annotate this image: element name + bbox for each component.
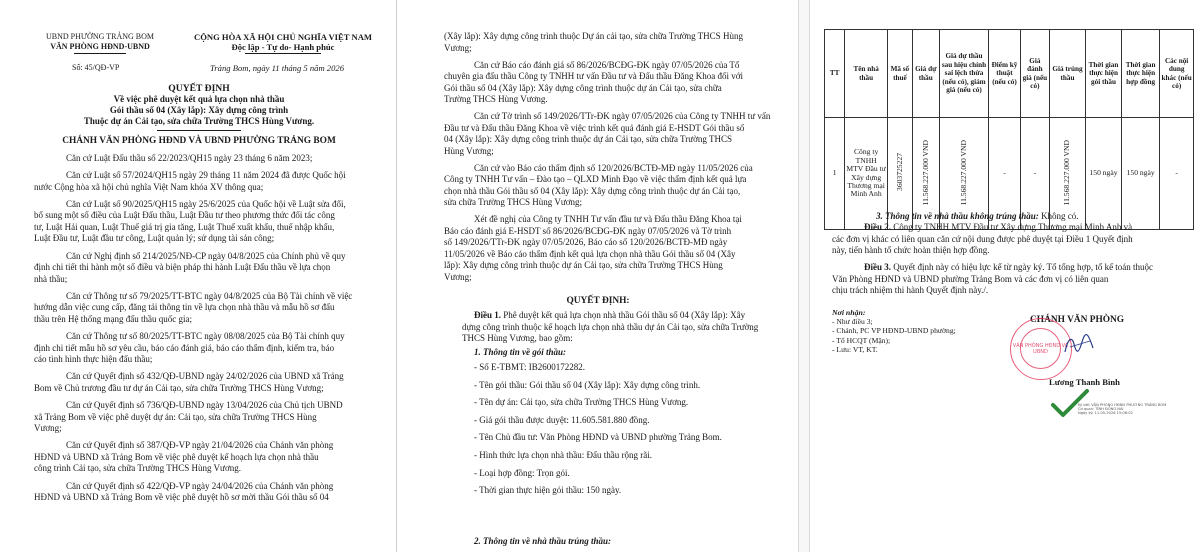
paragraph: Căn cứ Luật Đấu thầu số 22/2023/QH15 ngày 23 tháng 6 năm 2023; [66, 153, 313, 163]
motto-underline [245, 53, 321, 54]
list-item: - Tên gói thầu: Gói thầu số 04 (Xây lắp): Xây dựng công trình. [474, 379, 701, 390]
cell-evaluated-price: - [1020, 118, 1049, 230]
paragraph: (Xây lắp): Xây dựng công trình thuộc Dự án cải tạo, sửa chữa Trường THCS Hùng Vương; [444, 31, 743, 53]
decision-subject-1: Về việc phê duyệt kết quả lựa chọn nhà thầu [113, 94, 285, 104]
col-header: Mã số thuế [888, 30, 913, 118]
recipients-title: Nơi nhận: [832, 308, 866, 317]
list-item: - Thời gian thực hiện gói thầu: 150 ngày. [474, 485, 622, 496]
col-header: Giá dự thầu sau hiệu chỉnh sai lệch thừa (nếu có), giảm giá (nếu có) [939, 30, 989, 118]
title-underline [157, 130, 241, 131]
digital-signature-info: Ký bởi: VĂN PHÒNG HĐND PHƯỜNG TRẢNG BOM Cơ quan: TỈNH ĐỒNG NAI Ngày ký: 11-05-2026 15:06:02 [1078, 403, 1167, 416]
handwritten-signature [1062, 332, 1096, 358]
paragraph: Căn cứ Quyết định số 422/QĐ-VP ngày 24/04/2026 của Chánh văn phòng HĐND và UBND xã Trảng Bom về việc phê duyệt hồ sơ mời thầu Gói thầu số 04 [34, 480, 334, 503]
page-2 [398, 0, 798, 552]
page-divider [798, 0, 810, 552]
agency-line-2: VĂN PHÒNG HĐND-UBND [50, 42, 150, 51]
cell-other: - [1160, 118, 1194, 230]
list-item: - Loại hợp đồng: Trọn gói. [474, 467, 570, 478]
place-date: Trảng Bom, ngày 11 tháng 5 năm 2026 [210, 63, 344, 73]
decision-heading: QUYẾT ĐỊNH: [566, 296, 630, 306]
issuing-authority: CHÁNH VĂN PHÒNG HĐND VÀ UBND PHƯỜNG TRẢNG BOM [62, 136, 336, 146]
list-item: - Hình thức lựa chọn nhà thầu: Đấu thầu rộng rãi. [474, 450, 652, 460]
article-3-label: Điều 3. [864, 262, 891, 272]
col-header: Giá đánh giá (nếu có) [1020, 30, 1049, 118]
paragraph: Căn cứ Nghị định số 214/2025/NĐ-CP ngày 04/8/2025 của Chính phủ về quy định chi tiết thi hành một số điều và biện pháp thi hành Luật Đấu thầu về lựa chọn nhà thầu; [34, 250, 346, 284]
signer-name: Lương Thanh Bình [1049, 377, 1120, 387]
col-header: Tên nhà thầu [845, 30, 888, 118]
paragraph: Căn cứ Thông tư số 79/2025/TT-BTC ngày 04/8/2025 của Bộ Tài chính về việc hướng dẫn việc cung cấp, đăng tải thông tin về lựa chọn nhà thầu và mẫu hồ sơ đấu thầu trên Hệ thống mạng đấu thầu quốc gia; [34, 290, 353, 324]
motto: Độc lập - Tự do- Hạnh phúc [231, 42, 335, 52]
article-2: Điều 2. Công ty TNHH MTV Đầu tư Xây dựng Thương mại Minh Anh và các đơn vị khác có liên quan căn cứ nội dung được phê duyệt tại Điều 1 Quyết định này, tiến hành tổ chức hoàn thiện hợp đồng. [832, 222, 1133, 256]
decision-subject-3: Thuộc dự án Cải tạo, sửa chữa Trường THCS Hùng Vương. [83, 116, 315, 126]
col-header: Các nội dung khác (nếu có) [1160, 30, 1194, 118]
document-number: Số: 45/QĐ-VP [72, 63, 120, 72]
winning-bidder-table [824, 29, 1194, 230]
decision-title: QUYẾT ĐỊNH [168, 83, 230, 94]
col-header: Thời gian thực hiện hợp đồng [1122, 30, 1160, 118]
col-header: TT [825, 30, 845, 118]
col-header: Giá dự thầu [912, 30, 939, 118]
cell-tech-score: - [989, 118, 1021, 230]
article-1-line-1: Phê duyệt kết quả lựa chọn nhà thầu Gói thầu số 04 (Xây lắp): Xây [501, 310, 746, 320]
paragraph: Căn cứ vào Báo cáo thẩm định số 120/2026/BCTĐ-MĐ ngày 11/05/2026 của Công ty TNHH Tư vấn – Đào tạo – QLXD Minh Đạo về việc thẩm định kết quả lựa chọn nhà thầu Gói thầu số 04 (Xây lắp): Xây dựng công trình thuộc dự án Cải tạo, sửa chữa Trường THCS Hùng Vương; [444, 162, 753, 208]
list-item: - Tên Chủ đầu tư: Văn Phòng HĐND và UBND phường Trảng Bom. [474, 432, 722, 443]
list-item: - Tên dự án: Cải tạo, sửa chữa Trường THCS Hùng Vương. [474, 397, 689, 408]
paragraph: Căn cứ Quyết định số 432/QĐ-UBND ngày 24/02/2026 của UBND xã Trảng Bom về Chủ trương đầu tư dự án Cải tạo, sửa chữa Trường THCS Hùng Vương; [34, 371, 344, 393]
cell-bid-price: 11.568.227.000 VND [912, 118, 939, 230]
cell-tax-code: 3603725227 [888, 118, 913, 230]
paragraph: Căn cứ Quyết định số 387/QĐ-VP ngày 21/04/2026 của Chánh văn phòng HĐND và UBND xã Trảng Bom về việc phê duyệt kế hoạch lựa chọn nhà thầu công trình Cải tạo, sửa chữa Trường THCS Hùng Vương. [34, 440, 334, 474]
col-header: Điểm kỹ thuật (nếu có) [989, 30, 1021, 118]
cell-adjusted-price: 11.568.227.000 VND [939, 118, 989, 230]
page-1 [0, 0, 398, 552]
cell-package-duration: 150 ngày [1086, 118, 1122, 230]
cell-contract-duration: 150 ngày [1122, 118, 1160, 230]
list-item: - Số E-TBMT: IB2600172282. [474, 362, 586, 372]
signer-title: CHÁNH VĂN PHÒNG [1030, 315, 1125, 325]
table-header-row [825, 30, 1194, 118]
national-header [178, 32, 388, 52]
cell-index: 1 [825, 118, 845, 230]
agency-underline [74, 53, 126, 54]
col-header: Giá trúng thầu [1050, 30, 1086, 118]
article-1-line-3: THCS Hùng Vương, bao gồm: [462, 333, 573, 344]
official-seal: VĂN PHÒNG HĐND VÀ UBND [1010, 318, 1072, 380]
nation-name: CỘNG HÒA XÃ HỘI CHỦ NGHĨA VIỆT NAM [193, 32, 373, 42]
recipients-list: - Như điều 3; - Chánh, PC VP HĐND-UBND phường; - Tổ HCQT (Mận); - Lưu: VT, KT. [832, 317, 956, 355]
agency-line-1: UBND PHƯỜNG TRẢNG BOM [45, 32, 155, 41]
issuing-agency [34, 32, 166, 52]
paragraph: Căn cứ Quyết định số 736/QĐ-UBND ngày 13/04/2026 của Chủ tịch UBND xã Trảng Bom về việc phê duyệt dự án: Cải tạo, sửa chữa Trường THCS Hùng Vương; [34, 400, 343, 434]
cell-bidder-name: Công ty TNHH MTV Đầu tư Xây dựng Thương mại Minh Anh [845, 118, 888, 230]
article-1-label: Điều 1. [474, 310, 501, 320]
article-1-line-2: dựng công trình thuộc kế hoạch lựa chọn nhà thầu dự án Cải tạo, sửa chữa Trường [462, 321, 759, 332]
article-1 [462, 310, 782, 345]
paragraph: Căn cứ Luật số 90/2025/QH15 ngày 25/6/2025 của Quốc hội về Luật sửa đổi, bổ sung một số điều của Luật Đấu thầu, Luật Đầu tư theo phương thức đối tác công tư, Luật Hải quan, Luật Thuế giá trị gia tăng, Luật Thuế xuất khẩu, thuế nhập khẩu, Luật Đầu tư, Luật đầu tư công, Luật quản lý; sử dụng tài sản công; [34, 198, 346, 244]
section-3: 3. Thông tin về nhà thầu không trúng thầu: Không có. [876, 211, 1079, 221]
list-item: - Giá gói thầu được duyệt: 11.605.581.880 đồng. [474, 414, 650, 425]
paragraph: Xét đề nghị của Công ty TNHH Tư vấn đầu tư và Đấu thầu Đăng Khoa tại Báo cáo đánh giá E-HSDT số 86/2026/BCĐG-ĐK ngày 07/05/2026 và Tờ trình số 149/2026/TTr-ĐK ngày 07/05/2026, Báo cáo số 120/2026/BCTĐ-MĐ ngày 11/05/2026 về Báo cáo thẩm định kết quả lựa chọn nhà thầu Gói thầu số 04 (Xây lắp): Xây dựng công trình thuộc dự án Cải tạo, sửa chữa Trường THCS Hùng Vương; [444, 214, 742, 283]
paragraph: Căn cứ Báo cáo đánh giá số 86/2026/BCĐG-ĐK ngày 07/05/2026 của Tổ chuyên gia đấu thầu Công ty TNHH tư vấn Đầu tư và Đấu thầu Đăng Khoa đối với Gói thầu số 04 (Xây lắp): Xây dựng công trình thuộc dự án Cải tạo, sửa chữa Trường THCS Hùng Vương. [444, 59, 744, 105]
article-3: Điều 3. Quyết định này có hiệu lực kể từ ngày ký. Tổ tổng hợp, tổ kế toán thuộc Văn Phòng HĐND và UBND phường Trảng Bom và các đơn vị có liên quan chịu trách nhiệm thi hành Quyết định này./. [832, 262, 1154, 296]
article-2-label: Điều 2. [864, 222, 891, 232]
paragraph: Căn cứ Thông tư số 80/2025/TT-BTC ngày 08/08/2025 của Bộ Tài chính quy định chi tiết mẫu hồ sơ yêu cầu, báo cáo đánh giá, báo cáo thẩm định, kiểm tra, báo cáo tình hình thực hiện đấu thầu; [34, 331, 345, 365]
section-2-title: 2. Thông tin về nhà thầu trúng thầu: [474, 536, 612, 546]
page-3 [810, 0, 1200, 552]
paragraph: Căn cứ Luật số 57/2024/QH15 ngày 29 tháng 11 năm 2024 đã được Quốc hội nước Cộng hòa xã hội chủ nghĩa Việt Nam khóa XV thông qua; [34, 170, 346, 192]
decision-subject-2: Gói thầu số 04 (Xây lắp): Xây dựng công trình [109, 105, 289, 115]
cell-winning-price: 11.568.227.000 VND [1050, 118, 1086, 230]
paragraph: Căn cứ Tờ trình số 149/2026/TTr-ĐK ngày 07/05/2026 của Công ty TNHH tư vấn Đầu tư và Đấu thầu Đăng Khoa về việc trình kết quả đánh giá E-HSDT Gói thầu số 04 (Xây lắp): Xây dựng công trình thuộc dự án Cải tạo, sửa chữa Trường THCS Hùng Vương; [444, 111, 771, 156]
section-1-title: 1. Thông tin về gói thầu: [474, 347, 567, 357]
col-header: Thời gian thực hiện gói thầu [1086, 30, 1122, 118]
